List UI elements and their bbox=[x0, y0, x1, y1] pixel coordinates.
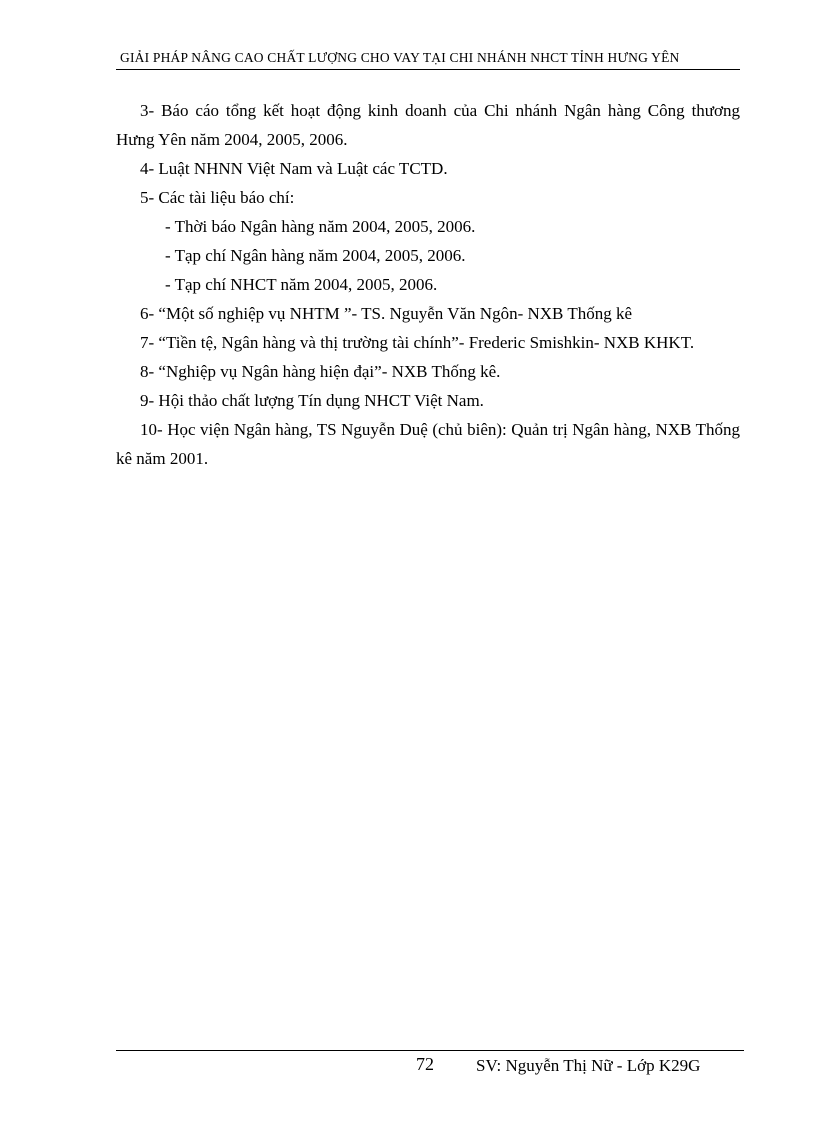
reference-subitem: - Thời báo Ngân hàng năm 2004, 2005, 2006. bbox=[165, 217, 476, 236]
page-header bbox=[116, 50, 740, 70]
reference-subitem: - Tạp chí Ngân hàng năm 2004, 2005, 2006. bbox=[165, 246, 466, 265]
footer-line bbox=[116, 1051, 744, 1081]
reference-item: 4- Luật NHNN Việt Nam và Luật các TCTD. bbox=[140, 159, 448, 178]
reference-item: 8- “Nghiệp vụ Ngân hàng hiện đại”- NXB Thống kê. bbox=[140, 362, 501, 381]
reference-item: 6- “Một số nghiệp vụ NHTM ”- TS. Nguyễn Văn Ngôn- NXB Thống kê bbox=[140, 304, 633, 323]
student-info: SV: Nguyễn Thị Nữ - Lớp K29G bbox=[476, 1056, 701, 1075]
page-footer bbox=[116, 1050, 744, 1081]
reference-subitem: - Tạp chí NHCT năm 2004, 2005, 2006. bbox=[165, 275, 438, 294]
reference-list bbox=[116, 96, 740, 473]
reference-item: 3- Báo cáo tổng kết hoạt động kinh doanh của Chi nhánh Ngân hàng Công thương Hưng Yên năm 2004, 2005, 2006. bbox=[116, 101, 740, 149]
reference-item: 10- Học viện Ngân hàng, TS Nguyễn Duệ (chủ biên): Quản trị Ngân hàng, NXB Thống kê năm 2001. bbox=[116, 420, 740, 468]
header-title: GIẢI PHÁP NÂNG CAO CHẤT LƯỢNG CHO VAY TẠI CHI NHÁNH NHCT TỈNH HƯNG YÊN bbox=[120, 50, 680, 65]
reference-item: 5- Các tài liệu báo chí: bbox=[140, 188, 295, 207]
header-divider bbox=[116, 69, 740, 70]
page-number: 72 bbox=[416, 1054, 434, 1074]
reference-item: 7- “Tiền tệ, Ngân hàng và thị trường tài chính”- Frederic Smishkin- NXB KHKT. bbox=[140, 333, 695, 352]
reference-item: 9- Hội thảo chất lượng Tín dụng NHCT Việt Nam. bbox=[140, 391, 484, 410]
